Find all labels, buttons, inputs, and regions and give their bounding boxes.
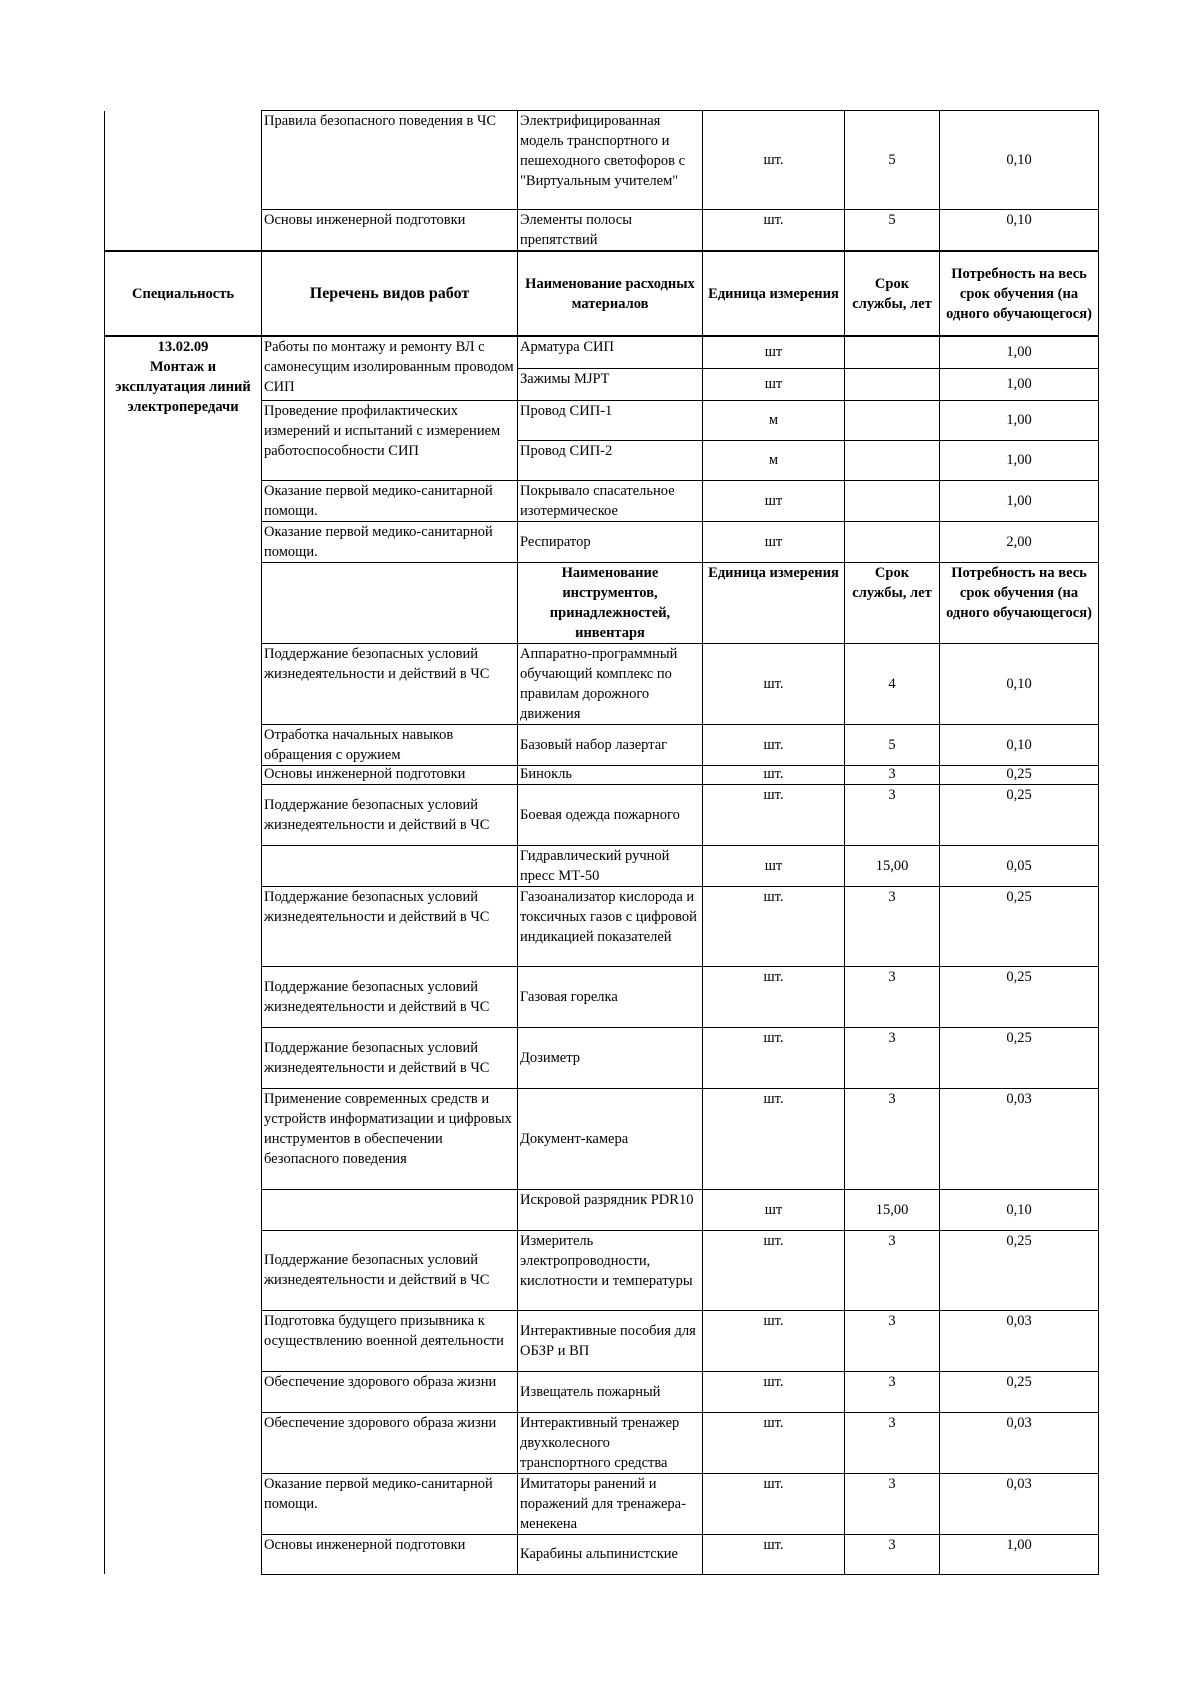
need-cell: 0,25 xyxy=(940,784,1099,845)
header-need: Потребность на весь срок обучения (на одного обучающегося) xyxy=(940,251,1099,336)
life-cell: 3 xyxy=(845,966,940,1027)
life-cell: 3 xyxy=(845,1412,940,1473)
item-cell: Бинокль xyxy=(518,765,703,784)
specialty-name: Монтаж и эксплуатация линий электропередачи xyxy=(115,359,251,415)
life-cell: 3 xyxy=(845,1088,940,1189)
item-cell: Элементы полосы препятствий xyxy=(518,210,703,252)
need-cell: 0,10 xyxy=(940,1189,1099,1230)
unit-cell: шт. xyxy=(703,724,845,765)
item-cell: Базовый набор лазертаг xyxy=(518,724,703,765)
need-cell: 0,03 xyxy=(940,1412,1099,1473)
work-cell: Оказание первой медико-санитарной помощи. xyxy=(262,1473,518,1534)
header-specialty: Специальность xyxy=(105,251,262,336)
life-cell: 3 xyxy=(845,1534,940,1574)
life-cell: 3 xyxy=(845,765,940,784)
work-cell: Подготовка будущего призывника к осуществлению военной деятельности xyxy=(262,1310,518,1371)
unit-cell: шт xyxy=(703,480,845,521)
table-row xyxy=(105,111,1099,210)
work-cell: Работы по монтажу и ремонту ВЛ с самонесущим изолированным проводом СИП xyxy=(262,336,518,400)
item-cell: Искровой разрядник PDR10 xyxy=(518,1189,703,1230)
unit-cell: шт. xyxy=(703,1088,845,1189)
life-cell: 5 xyxy=(845,210,940,252)
unit-cell: шт xyxy=(703,845,845,886)
unit-cell: шт. xyxy=(703,1310,845,1371)
unit-cell: шт. xyxy=(703,1412,845,1473)
item-cell: Электрифицированная модель транспортного и пешеходного светофоров с "Виртуальным учителем" xyxy=(518,111,703,210)
work-cell: Проведение профилактических измерений и испытаний с измерением работоспособности СИП xyxy=(262,400,518,480)
work-cell: Основы инженерной подготовки xyxy=(262,1534,518,1574)
unit-cell: шт. xyxy=(703,1027,845,1088)
unit-cell: шт xyxy=(703,336,845,368)
unit-cell: шт. xyxy=(703,1371,845,1412)
need-cell: 0,03 xyxy=(940,1310,1099,1371)
work-cell: Основы инженерной подготовки xyxy=(262,210,518,252)
table-row xyxy=(105,336,1099,368)
need-cell: 0,10 xyxy=(940,643,1099,724)
need-cell: 0,03 xyxy=(940,1088,1099,1189)
work-cell: Правила безопасного поведения в ЧС xyxy=(262,111,518,210)
unit-cell: шт xyxy=(703,521,845,562)
unit-cell: шт xyxy=(703,368,845,400)
item-cell: Гидравлический ручной пресс МТ-50 xyxy=(518,845,703,886)
work-cell: Поддержание безопасных условий жизнедеятельности и действий в ЧС xyxy=(262,1230,518,1310)
life-cell: 3 xyxy=(845,886,940,966)
unit-cell: шт. xyxy=(703,111,845,210)
equipment-table xyxy=(104,110,1099,1575)
life-cell: 5 xyxy=(845,724,940,765)
need-cell: 0,25 xyxy=(940,1371,1099,1412)
work-cell: Оказание первой медико-санитарной помощи. xyxy=(262,480,518,521)
specialty-code: 13.02.09 xyxy=(157,339,209,355)
unit-cell: шт xyxy=(703,1189,845,1230)
work-cell xyxy=(262,1189,518,1230)
item-cell: Извещатель пожарный xyxy=(518,1371,703,1412)
need-cell: 2,00 xyxy=(940,521,1099,562)
life-cell: 15,00 xyxy=(845,845,940,886)
need-cell: 1,00 xyxy=(940,400,1099,440)
item-cell: Провод СИП-1 xyxy=(518,400,703,440)
life-cell xyxy=(845,521,940,562)
life-cell: 15,00 xyxy=(845,1189,940,1230)
need-cell: 0,10 xyxy=(940,724,1099,765)
unit-cell: шт. xyxy=(703,1473,845,1534)
work-cell: Обеспечение здорового образа жизни xyxy=(262,1371,518,1412)
need-cell: 0,25 xyxy=(940,1027,1099,1088)
item-cell: Интерактивный тренажер двухколесного транспортного средства xyxy=(518,1412,703,1473)
header-works-empty xyxy=(262,562,518,643)
item-cell: Покрывало спасательное изотермическое xyxy=(518,480,703,521)
item-cell: Арматура СИП xyxy=(518,336,703,368)
item-cell: Провод СИП-2 xyxy=(518,440,703,480)
life-cell: 3 xyxy=(845,1230,940,1310)
header-unit: Единица измерения xyxy=(703,251,845,336)
table-header xyxy=(105,251,1099,336)
life-cell: 3 xyxy=(845,1371,940,1412)
work-cell: Поддержание безопасных условий жизнедеятельности и действий в ЧС xyxy=(262,886,518,966)
work-cell: Поддержание безопасных условий жизнедеятельности и действий в ЧС xyxy=(262,1027,518,1088)
need-cell: 0,25 xyxy=(940,1230,1099,1310)
header-unit: Единица измерения xyxy=(703,562,845,643)
header-life: Срок службы, лет xyxy=(845,251,940,336)
unit-cell: шт. xyxy=(703,886,845,966)
work-cell: Применение современных средств и устройств информатизации и цифровых инструментов в обеспечении безопасного поведения xyxy=(262,1088,518,1189)
item-cell: Интерактивные пособия для ОБЗР и ВП xyxy=(518,1310,703,1371)
work-cell: Основы инженерной подготовки xyxy=(262,765,518,784)
need-cell: 1,00 xyxy=(940,368,1099,400)
need-cell: 0,10 xyxy=(940,111,1099,210)
need-cell: 0,03 xyxy=(940,1473,1099,1534)
life-cell xyxy=(845,440,940,480)
work-cell: Обеспечение здорового образа жизни xyxy=(262,1412,518,1473)
need-cell: 1,00 xyxy=(940,480,1099,521)
unit-cell: м xyxy=(703,440,845,480)
unit-cell: шт. xyxy=(703,1230,845,1310)
item-cell: Документ-камера xyxy=(518,1088,703,1189)
unit-cell: шт. xyxy=(703,210,845,252)
life-cell: 3 xyxy=(845,1473,940,1534)
need-cell: 0,25 xyxy=(940,886,1099,966)
need-cell: 0,05 xyxy=(940,845,1099,886)
item-cell: Респиратор xyxy=(518,521,703,562)
item-cell: Дозиметр xyxy=(518,1027,703,1088)
work-cell: Отработка начальных навыков обращения с оружием xyxy=(262,724,518,765)
specialty-cell xyxy=(105,336,262,1574)
need-cell: 0,10 xyxy=(940,210,1099,252)
life-cell xyxy=(845,400,940,440)
unit-cell: шт. xyxy=(703,784,845,845)
need-cell: 0,25 xyxy=(940,966,1099,1027)
item-cell: Измеритель электропроводности, кислотности и температуры xyxy=(518,1230,703,1310)
unit-cell: шт. xyxy=(703,765,845,784)
need-cell: 1,00 xyxy=(940,1534,1099,1574)
life-cell: 3 xyxy=(845,1027,940,1088)
work-cell: Оказание первой медико-санитарной помощи. xyxy=(262,521,518,562)
item-cell: Имитаторы ранений и поражений для тренажера-менекена xyxy=(518,1473,703,1534)
life-cell xyxy=(845,368,940,400)
work-cell xyxy=(262,845,518,886)
work-cell: Поддержание безопасных условий жизнедеятельности и действий в ЧС xyxy=(262,784,518,845)
header-materials: Наименование расходных материалов xyxy=(518,251,703,336)
unit-cell: м xyxy=(703,400,845,440)
life-cell: 3 xyxy=(845,784,940,845)
life-cell: 4 xyxy=(845,643,940,724)
header-life: Срок службы, лет xyxy=(845,562,940,643)
work-cell: Поддержание безопасных условий жизнедеятельности и действий в ЧС xyxy=(262,643,518,724)
item-cell: Зажимы MJPT xyxy=(518,368,703,400)
work-cell: Поддержание безопасных условий жизнедеятельности и действий в ЧС xyxy=(262,966,518,1027)
item-cell: Газовая горелка xyxy=(518,966,703,1027)
item-cell: Газоанализатор кислорода и токсичных газов с цифровой индикацией показателей xyxy=(518,886,703,966)
life-cell xyxy=(845,336,940,368)
unit-cell: шт. xyxy=(703,1534,845,1574)
life-cell xyxy=(845,480,940,521)
item-cell: Боевая одежда пожарного xyxy=(518,784,703,845)
specialty-cell-empty xyxy=(105,111,262,252)
item-cell: Аппаратно-программный обучающий комплекс по правилам дорожного движения xyxy=(518,643,703,724)
unit-cell: шт. xyxy=(703,966,845,1027)
need-cell: 1,00 xyxy=(940,440,1099,480)
header-tools: Наименование инструментов, принадлежностей, инвентаря xyxy=(518,562,703,643)
header-need: Потребность на весь срок обучения (на одного обучающегося) xyxy=(940,562,1099,643)
need-cell: 1,00 xyxy=(940,336,1099,368)
life-cell: 3 xyxy=(845,1310,940,1371)
item-cell: Карабины альпинистские xyxy=(518,1534,703,1574)
need-cell: 0,25 xyxy=(940,765,1099,784)
unit-cell: шт. xyxy=(703,643,845,724)
header-works: Перечень видов работ xyxy=(262,251,518,336)
life-cell: 5 xyxy=(845,111,940,210)
